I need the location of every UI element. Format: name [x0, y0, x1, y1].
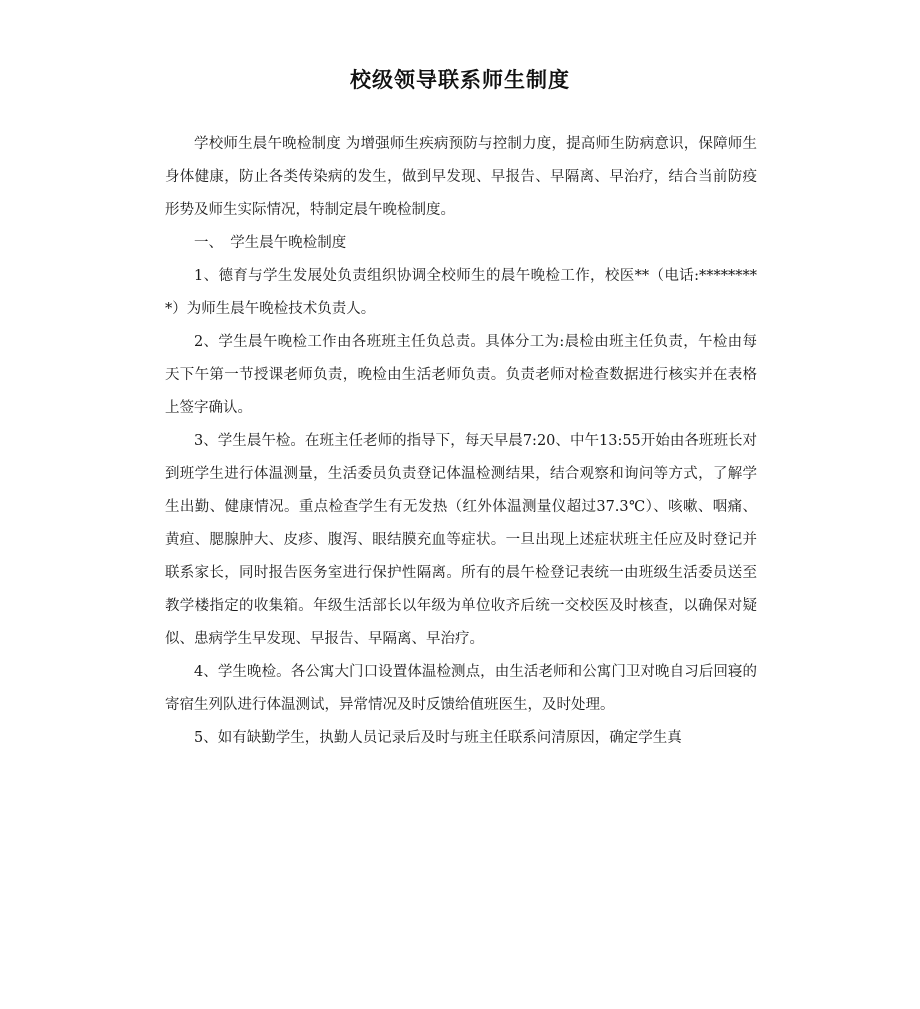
section-heading: 一、 学生晨午晚检制度 [194, 235, 347, 251]
clause-3-paragraph: 3、学生晨午检。在班主任老师的指导下，每天早晨7:20、中午13:55开始由各班班长对到班学生进行体温测量，生活委员负责登记体温检测结果，结合观察和询问等方式，了解学生出勤、健康情况。重点检查学生有无发热（红外体温测量仪超过37.3℃）、咳嗽、咽痛、黄疸、腮腺肿大、皮疹、腹泻、眼结膜充血等症状。一旦出现上述症状班主任应及时登记并联系家长，同时报告医务室进行保护性隔离。所有的晨午检登记表统一由班级生活委员送至教学楼指定的收集箱。年级生活部长以年级为单位收齐后统一交校医及时核查，以确保对疑似、患病学生早发现、早报告、早隔离、早治疗。 [165, 433, 757, 647]
clause-1-paragraph: 1、德育与学生发展处负责组织协调全校师生的晨午晚检工作，校医**（电话:*********）为师生晨午晚检技术负责人。 [165, 268, 757, 317]
clause-2-paragraph: 2、学生晨午晚检工作由各班班主任负总责。具体分工为:晨检由班主任负责，午检由每天下午第一节授课老师负责，晚检由生活老师负责。负责老师对检查数据进行核实并在表格上签字确认。 [165, 334, 757, 416]
clause-4-paragraph: 4、学生晚检。各公寓大门口设置体温检测点，由生活老师和公寓门卫对晚自习后回寝的寄宿生列队进行体温测试，异常情况及时反馈给值班医生，及时处理。 [165, 664, 757, 713]
intro-paragraph: 学校师生晨午晚检制度 为增强师生疾病预防与控制力度，提高师生防病意识，保障师生身体健康，防止各类传染病的发生，做到早发现、早报告、早隔离、早治疗，结合当前防疫形势及师生实际情况，特制定晨午晚检制度。 [165, 136, 757, 218]
document-body [165, 128, 757, 755]
document-title: 校级领导联系师生制度 [350, 68, 570, 92]
clause-5-paragraph: 5、如有缺勤学生，执勤人员记录后及时与班主任联系问清原因，确定学生真 [194, 730, 682, 746]
